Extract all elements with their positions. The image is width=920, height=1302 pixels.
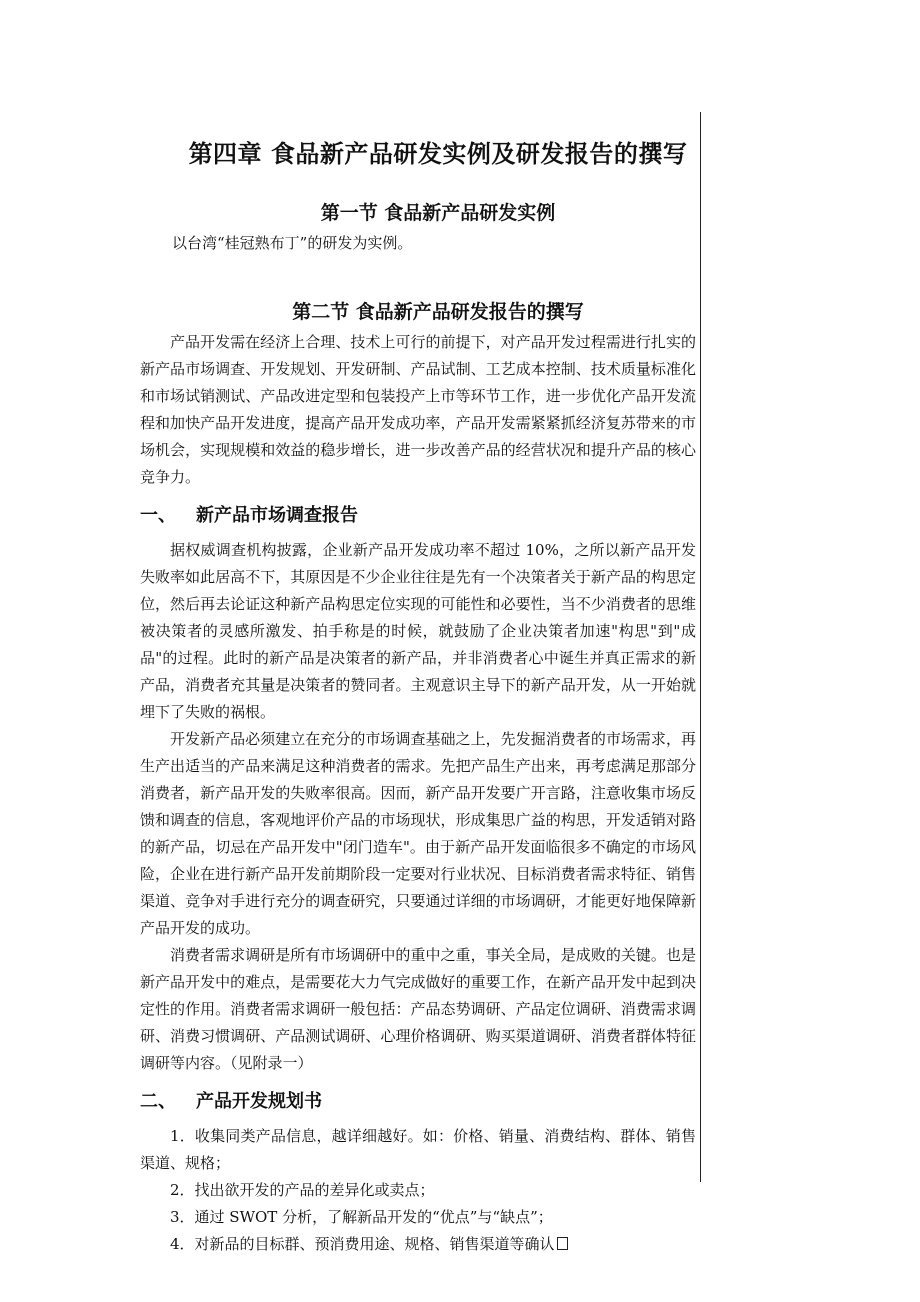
missing-glyph-box-icon (557, 1237, 568, 1250)
paragraph: 开发新产品必须建立在充分的市场调查基础之上，先发掘消费者的市场需求，再生产出适当的产品来满足这种消费者的需求。先把产品生产出来，再考虑满足那部分消费者，新产品开发的失败率很高。因而，新产品开发要广开言路，注意收集市场反馈和调查的信息，客观地评价产品的市场现状，形成集思广益的构思，开发适销对路的新产品，切忌在产品开发中"闭门造车"。由于新产品开发面临很多不确定的市场风险，企业在进行新产品开发前期阶段一定要对行业状况、目标消费者需求特征、销售渠道、竞争对手进行充分的调查研究，只要通过详细的市场调研，才能更好地保障新产品开发的成功。 (140, 730, 696, 937)
document-page (140, 128, 696, 1258)
list-item: 1．收集同类产品信息，越详细越好。如：价格、销量、消费结构、群体、销售渠道、规格； (140, 1127, 696, 1172)
part-2-title: 产品开发规划书 (196, 1091, 322, 1112)
part-1-title: 新产品市场调查报告 (196, 505, 358, 526)
list-item-text: 4．对新品的目标群、预消费用途、规格、销售渠道等确认 (170, 1235, 555, 1253)
list-item: 3．通过 SWOT 分析，了解新品开发的“优点”与“缺点”； (170, 1208, 553, 1226)
section-1-title: 第一节 食品新产品研发实例 (320, 202, 556, 224)
list-item (140, 1231, 696, 1258)
part-1-heading (140, 501, 696, 531)
part-2-heading (140, 1087, 696, 1117)
list-item: 2．找出欲开发的产品的差异化或卖点； (170, 1181, 435, 1199)
section-1-text: 以台湾“桂冠熟布丁”的研发为实例。 (172, 234, 413, 252)
section-2-title: 第二节 食品新产品研发报告的撰写 (292, 301, 584, 323)
chapter-title: 第四章 食品新产品研发实例及研发报告的撰写 (188, 140, 688, 168)
paragraph: 据权威调查机构披露，企业新产品开发成功率不超过 10%，之所以新产品开发失败率如此居高不下，其原因是不少企业往往是先有一个决策者关于新产品的构思定位，然后再去论证这种新产品构思定位实现的可能性和必要性，当不少消费者的思维被决策者的灵感所激发、拍手称是的时候，就鼓励了企业决策者加速"构思"到"成品"的过程。此时的新产品是决策者的新产品，并非消费者心中诞生并真正需求的新产品，消费者充其量是决策者的赞同者。主观意识主导下的新产品开发，从一开始就埋下了失败的祸根。 (140, 541, 696, 721)
part-1-number: 一、 (140, 505, 176, 526)
part-2-number: 二、 (140, 1091, 176, 1112)
paragraph: 消费者需求调研是所有市场调研中的重中之重，事关全局，是成败的关键。也是新产品开发中的难点，是需要花大力气完成做好的重要工作，在新产品开发中起到决定性的作用。消费者需求调研一般包括：产品态势调研、产品定位调研、消费需求调研、消费习惯调研、产品测试调研、心理价格调研、购买渠道调研、消费者群体特征调研等内容。（见附录一） (140, 946, 696, 1072)
section-2-intro: 产品开发需在经济上合理、技术上可行的前提下，对产品开发过程需进行扎实的新产品市场调查、开发规划、开发研制、产品试制、工艺成本控制、技术质量标准化和市场试销测试、产品改进定型和包装投产上市等环节工作，进一步优化产品开发流程和加快产品开发进度，提高产品开发成功率，产品开发需紧紧抓经济复苏带来的市场机会，实现规模和效益的稳步增长，进一步改善产品的经营状况和提升产品的核心竞争力。 (140, 333, 696, 486)
page-border-right (700, 112, 701, 1182)
planning-list (140, 1123, 696, 1258)
